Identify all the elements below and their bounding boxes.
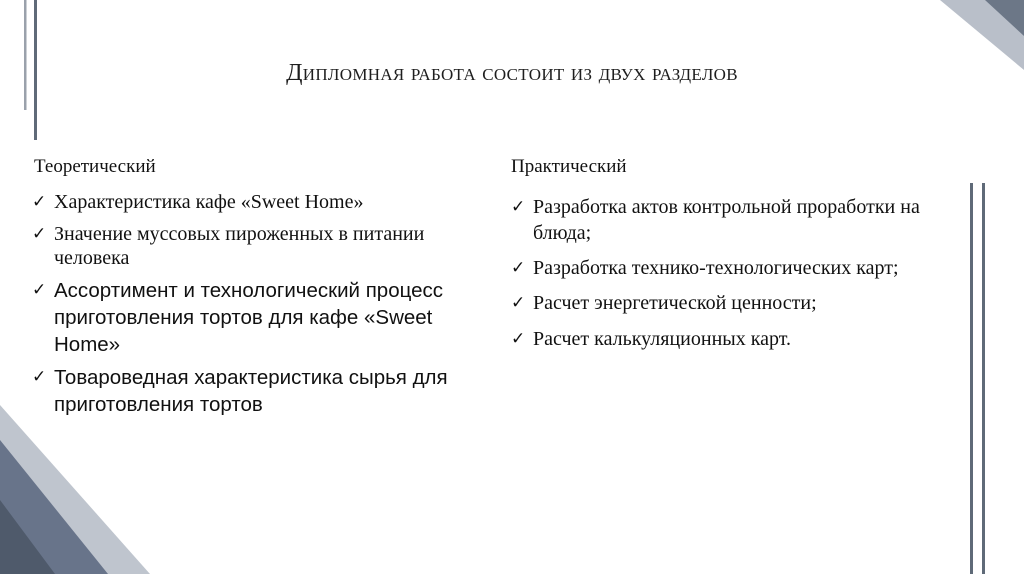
right-bar-inner	[982, 183, 985, 574]
left-bar-outer	[24, 0, 27, 110]
slide-title: Дипломная работа состоит из двух разделов	[286, 60, 738, 86]
list-item-text: Ассортимент и технологический процесс приготовления тортов для кафе «Sweet Home»	[54, 279, 444, 356]
list-item-text: Характеристика кафе «Sweet Home»	[54, 191, 364, 213]
checkmark-icon: ✓	[32, 367, 47, 387]
checkmark-icon: ✓	[511, 197, 526, 217]
list-item	[511, 326, 951, 352]
list-item	[32, 190, 482, 214]
checkmark-icon: ✓	[32, 224, 47, 244]
list-item	[32, 222, 482, 270]
list-item-text: Разработка технико-технологических карт;	[533, 257, 899, 279]
list-item-text: Расчет энергетической ценности;	[533, 292, 817, 314]
checkmark-icon: ✓	[32, 192, 47, 212]
checkmark-icon: ✓	[511, 258, 526, 278]
list-item	[32, 364, 482, 418]
checkmark-icon: ✓	[511, 293, 526, 313]
list-item	[32, 277, 482, 358]
theoretical-list	[32, 190, 482, 418]
theoretical-heading: Теоретический	[34, 156, 156, 177]
practical-heading: Практический	[511, 156, 627, 177]
checkmark-icon: ✓	[511, 329, 526, 349]
list-item	[511, 290, 951, 316]
checkmark-icon: ✓	[32, 280, 47, 300]
list-item-text: Товароведная характеристика сырья для приготовления тортов	[54, 366, 448, 416]
practical-list	[511, 194, 951, 352]
list-item-text: Расчет калькуляционных карт.	[533, 328, 791, 350]
list-item	[511, 255, 951, 281]
list-item-text: Разработка актов контрольной проработки на блюда;	[533, 196, 920, 244]
right-bar-outer	[970, 183, 973, 574]
list-item-text: Значение муссовых пироженных в питании человека	[54, 223, 425, 269]
list-item	[511, 194, 951, 246]
